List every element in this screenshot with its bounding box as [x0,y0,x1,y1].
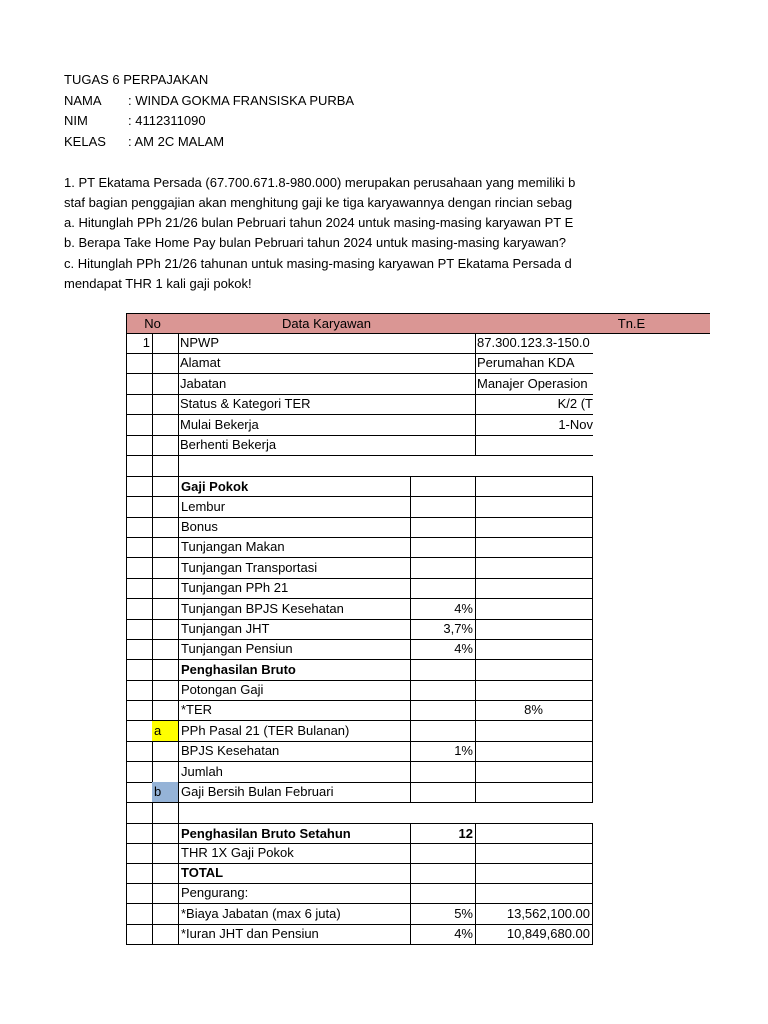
rate-cell [410,660,476,681]
no-cell [126,741,153,762]
rate-cell [410,700,476,721]
value-ter-rate: 8% [475,700,593,721]
marker-cell [152,863,179,884]
rate-iuran-jht-pensiun: 4% [410,924,476,945]
value-iuran-jht-pensiun: 10,849,680.00 [475,924,593,945]
label-biaya-jabatan: *Biaya Jabatan (max 6 juta) [178,904,411,925]
no-cell [126,619,153,640]
rate-cell [410,680,476,701]
value-cell [475,680,593,701]
question-line-c-cont: mendapat THR 1 kali gaji pokok! [64,276,252,291]
marker-cell [152,537,179,558]
nim-value: : 4112311090 [128,113,206,128]
no-cell [126,435,153,456]
header-data-karyawan: Data Karyawan [178,313,476,334]
question-line-2: staf bagian penggajian akan menghitung gaji ke tiga karyawannya dengan rincian sebag [64,195,573,210]
marker-cell [152,415,179,436]
no-cell [126,415,153,436]
marker-cell [152,680,179,701]
value-cell [475,883,593,904]
no-cell [126,374,153,395]
no-cell [126,721,153,742]
value-mulai: 1-Nov [475,415,593,436]
rate-bruto-setahun: 12 [410,823,476,844]
no-cell [126,680,153,701]
marker-cell [152,353,179,374]
marker-cell [152,660,179,681]
value-cell [475,599,593,620]
no-cell [126,353,153,374]
label-mulai: Mulai Bekerja [178,415,476,436]
value-cell [475,782,593,803]
no-cell [126,762,153,783]
value-cell [475,823,593,844]
class-line [64,134,224,150]
marker-cell [152,924,179,945]
marker-cell [152,762,179,783]
marker-cell [152,558,179,579]
label-iuran-jht-pensiun: *Iuran JHT dan Pensiun [178,924,411,945]
header-employee: Tn.E [475,313,710,334]
label-total: TOTAL [178,863,411,884]
no-cell [126,904,153,925]
marker-cell [152,823,179,844]
question-line-a: a. Hitunglah PPh 21/26 bulan Pebruari tahun 2024 untuk masing-masing karyawan PT E [64,215,574,230]
no-cell [126,700,153,721]
marker-cell [152,517,179,538]
no-cell [126,843,153,864]
value-cell [475,863,593,884]
marker-cell [152,843,179,864]
rate-tunjangan-jht: 3,7% [410,619,476,640]
label-gaji-bersih: Gaji Bersih Bulan Februari [178,782,411,803]
no-cell [126,456,153,477]
marker-cell [152,456,179,477]
value-cell [475,558,593,579]
question-line-b: b. Berapa Take Home Pay bulan Pebruari tahun 2024 untuk masing-masing karyawan? [64,235,567,250]
marker-cell [152,578,179,599]
rate-cell [410,537,476,558]
marker-cell [152,883,179,904]
value-cell [475,578,593,599]
no-cell [126,537,153,558]
value-cell [475,476,593,497]
name-line [64,93,354,109]
no-cell [126,803,153,824]
question-line-1: 1. PT Ekatama Persada (67.700.671.8-980.000) merupakan perusahaan yang memiliki b [64,175,576,190]
no-cell [126,476,153,497]
label-tunjangan-jht: Tunjangan JHT [178,619,411,640]
value-cell [475,843,593,864]
marker-cell [152,803,179,824]
rate-cell [410,476,476,497]
value-cell [475,497,593,518]
value-biaya-jabatan: 13,562,100.00 [475,904,593,925]
marker-cell [152,476,179,497]
value-cell [475,537,593,558]
no-cell [126,394,153,415]
assignment-title: TUGAS 6 PERPAJAKAN [64,72,209,87]
rate-cell [410,782,476,803]
rate-cell [410,863,476,884]
marker-cell [152,333,179,354]
marker-cell [152,700,179,721]
rate-cell [410,497,476,518]
rate-cell [410,843,476,864]
no-cell [126,883,153,904]
label-penghasilan-bruto: Penghasilan Bruto [178,660,411,681]
value-cell [475,639,593,660]
rate-tunjangan-bpjs: 4% [410,599,476,620]
rate-cell [410,721,476,742]
value-berhenti [475,435,593,456]
no-cell [126,782,153,803]
no-cell [126,497,153,518]
rate-cell [410,517,476,538]
class-label: KELAS [64,134,106,149]
value-cell [475,721,593,742]
label-gaji-pokok: Gaji Pokok [178,476,411,497]
label-lembur: Lembur [178,497,411,518]
label-npwp: NPWP [178,333,476,354]
marker-b: b [152,782,179,803]
header-no: No [126,313,179,334]
name-value: : WINDA GOKMA FRANSISKA PURBA [128,93,355,108]
rate-bpjs-kesehatan: 1% [410,741,476,762]
label-bpjs-kesehatan: BPJS Kesehatan [178,741,411,762]
marker-cell [152,497,179,518]
no-cell [126,660,153,681]
no-cell [126,639,153,660]
value-cell [475,762,593,783]
rate-biaya-jabatan: 5% [410,904,476,925]
no-cell [126,599,153,620]
nim-line [64,113,206,129]
no-cell [126,517,153,538]
label-status: Status & Kategori TER [178,394,476,415]
marker-cell [152,639,179,660]
no-cell [126,823,153,844]
label-ter: *TER [178,700,411,721]
no-cell [126,558,153,579]
marker-cell [152,904,179,925]
value-jabatan: Manajer Operasion [475,374,593,395]
label-tunjangan-makan: Tunjangan Makan [178,537,411,558]
label-thr: THR 1X Gaji Pokok [178,843,411,864]
value-cell [475,741,593,762]
marker-cell [152,599,179,620]
rate-cell [410,558,476,579]
no-cell [126,924,153,945]
name-label: NAMA [64,93,102,108]
marker-cell [152,435,179,456]
marker-cell [152,741,179,762]
marker-cell [152,374,179,395]
label-pengurang: Pengurang: [178,883,411,904]
row-number: 1 [126,333,153,354]
value-cell [475,517,593,538]
label-bonus: Bonus [178,517,411,538]
rate-cell [410,883,476,904]
label-tunjangan-pensiun: Tunjangan Pensiun [178,639,411,660]
marker-cell [152,394,179,415]
no-cell [126,863,153,884]
label-tunjangan-transportasi: Tunjangan Transportasi [178,558,411,579]
label-bruto-setahun: Penghasilan Bruto Setahun [178,823,411,844]
marker-cell [152,619,179,640]
value-status: K/2 (T [475,394,593,415]
value-cell [475,619,593,640]
value-npwp: 87.300.123.3-150.0 [475,333,593,354]
label-berhenti: Berhenti Bekerja [178,435,476,456]
rate-cell [410,578,476,599]
marker-a: a [152,721,179,742]
value-alamat: Perumahan KDA [475,353,593,374]
label-jumlah: Jumlah [178,762,411,783]
no-cell [126,578,153,599]
nim-label: NIM [64,113,88,128]
label-alamat: Alamat [178,353,476,374]
label-potongan-gaji: Potongan Gaji [178,680,411,701]
class-value: : AM 2C MALAM [128,134,225,149]
question-line-c: c. Hitunglah PPh 21/26 tahunan untuk masing-masing karyawan PT Ekatama Persada d [64,256,572,271]
rate-cell [410,762,476,783]
label-tunjangan-pph: Tunjangan PPh 21 [178,578,411,599]
value-cell [475,660,593,681]
label-pph-pasal-21: PPh Pasal 21 (TER Bulanan) [178,721,411,742]
rate-tunjangan-pensiun: 4% [410,639,476,660]
label-jabatan: Jabatan [178,374,476,395]
salary-table [126,313,710,953]
label-tunjangan-bpjs: Tunjangan BPJS Kesehatan [178,599,411,620]
